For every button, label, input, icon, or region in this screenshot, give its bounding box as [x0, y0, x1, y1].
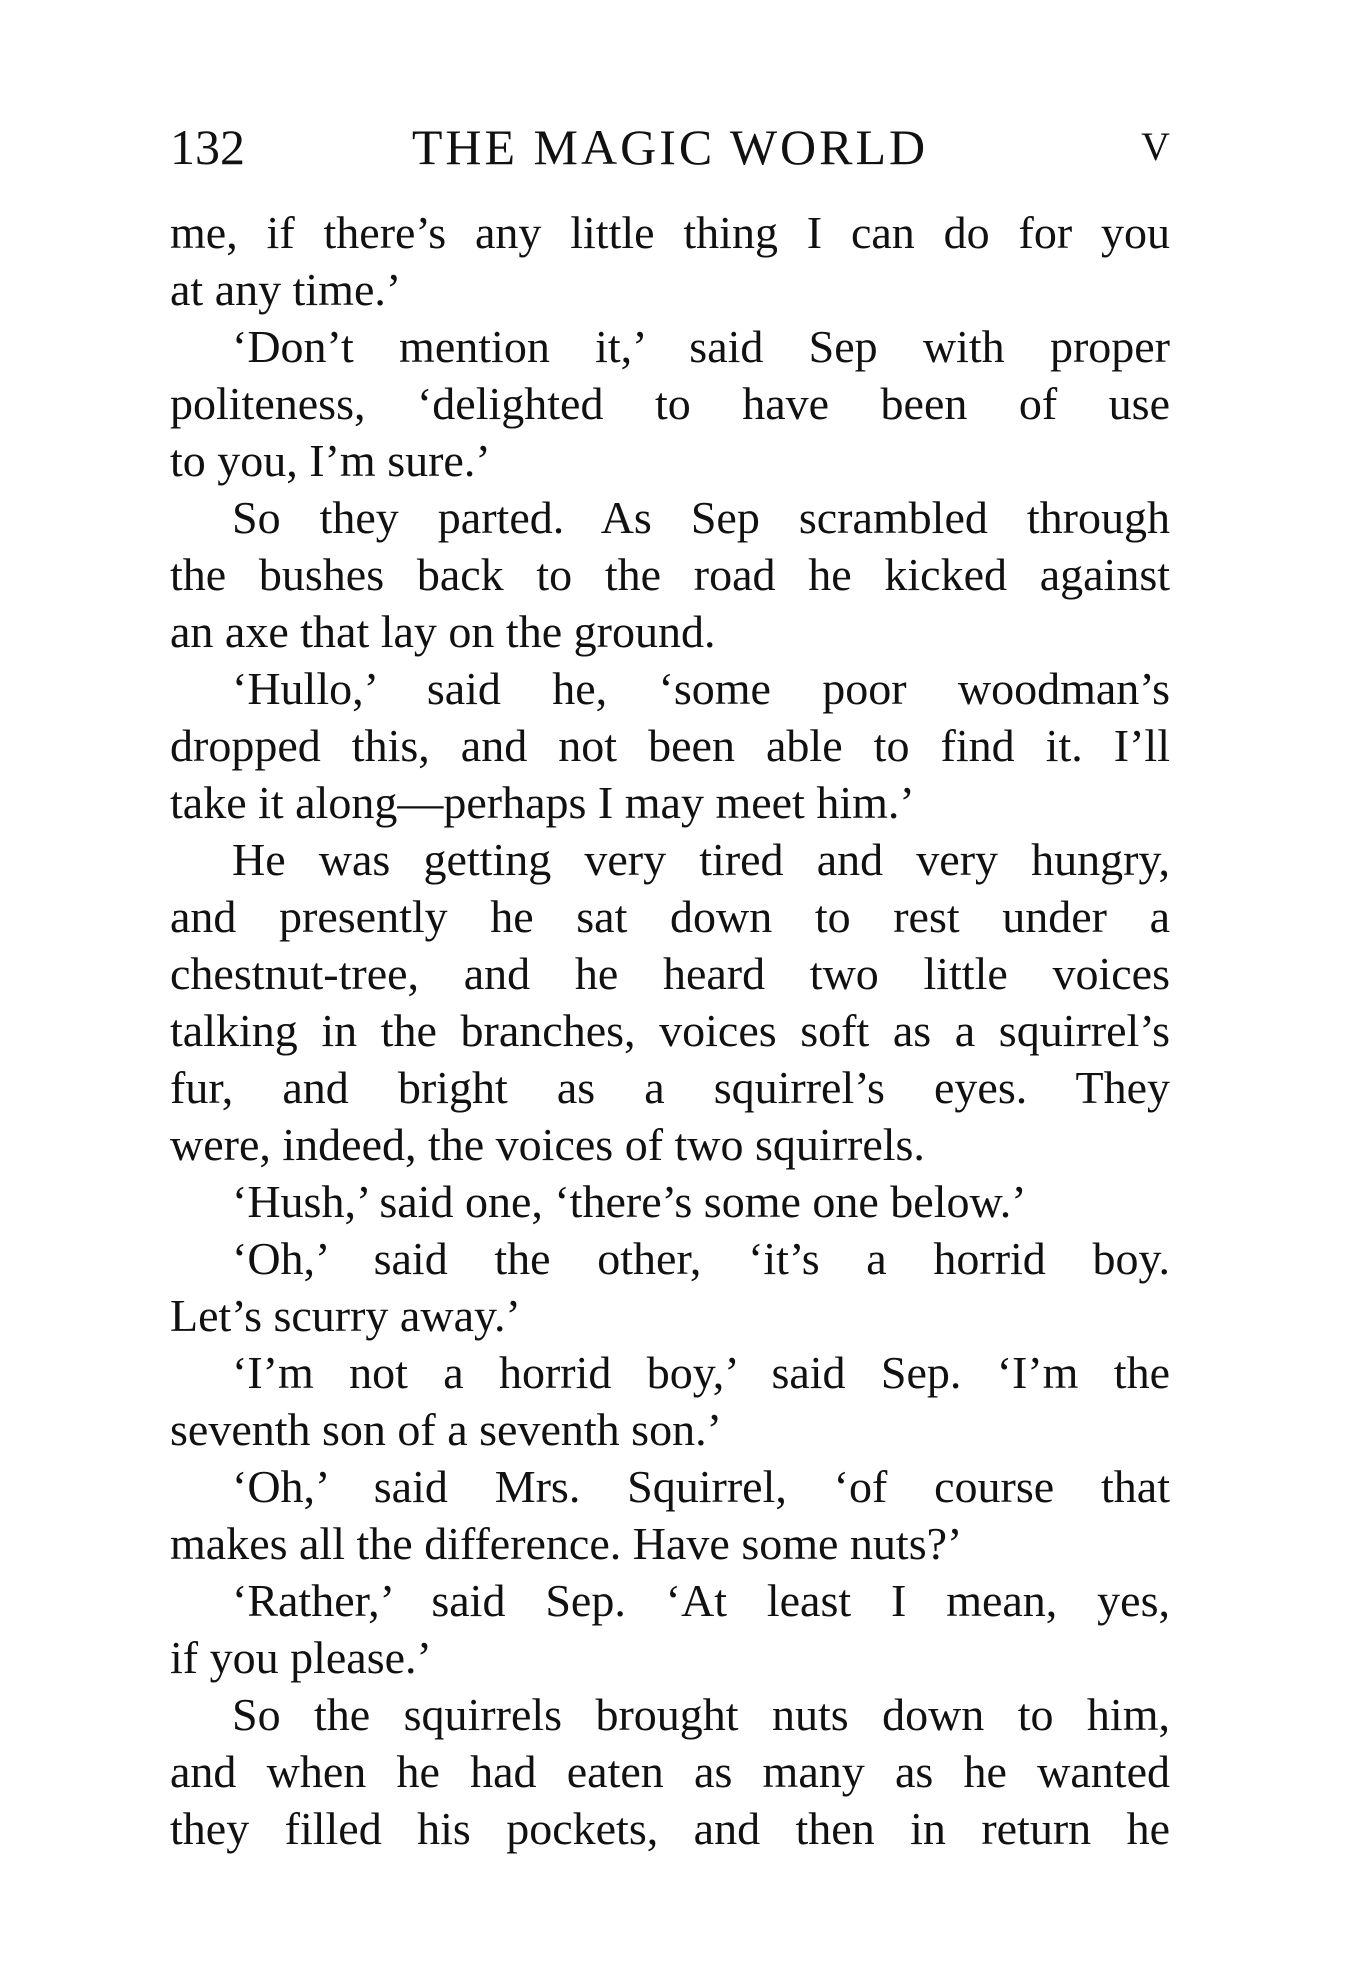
page-number: 132: [170, 119, 245, 175]
text-line: take it along—perhaps I may meet him.’: [170, 777, 915, 828]
text-line: makes all the difference. Have some nuts?’: [170, 1518, 963, 1569]
text-line: chestnut-tree, and he heard two little voices: [170, 948, 1170, 999]
text-line: ‘Oh,’ said Mrs. Squirrel, ‘of course that: [232, 1461, 1170, 1512]
text-line: He was getting very tired and very hungry,: [232, 834, 1170, 885]
text-line: politeness, ‘delighted to have been of use: [170, 378, 1170, 429]
text-line: me, if there’s any little thing I can do for you: [170, 207, 1170, 258]
chapter-number: V: [1141, 124, 1170, 169]
text-line: the bushes back to the road he kicked against: [170, 549, 1170, 600]
text-line: ‘I’m not a horrid boy,’ said Sep. ‘I’m the: [232, 1347, 1170, 1398]
text-line: ‘Don’t mention it,’ said Sep with proper: [232, 321, 1170, 372]
text-line: they filled his pockets, and then in return he: [170, 1803, 1170, 1854]
text-line: if you please.’: [170, 1632, 432, 1683]
text-line: Let’s scurry away.’: [170, 1290, 521, 1341]
book-title: THE MAGIC WORLD: [411, 119, 929, 175]
text-line: ‘Rather,’ said Sep. ‘At least I mean, yes,: [232, 1575, 1170, 1626]
text-line: to you, I’m sure.’: [170, 435, 491, 486]
text-line: ‘Hullo,’ said he, ‘some poor woodman’s: [232, 663, 1170, 714]
text-line: and when he had eaten as many as he wanted: [170, 1746, 1170, 1797]
text-line: fur, and bright as a squirrel’s eyes. They: [170, 1062, 1170, 1113]
text-line: So they parted. As Sep scrambled through: [232, 492, 1170, 543]
text-line: were, indeed, the voices of two squirrels.: [170, 1119, 925, 1170]
text-line: seventh son of a seventh son.’: [170, 1404, 722, 1455]
running-head: [170, 112, 1170, 182]
text-line: an axe that lay on the ground.: [170, 606, 716, 657]
text-line: talking in the branches, voices soft as a squirrel’s: [170, 1005, 1170, 1056]
text-line: So the squirrels brought nuts down to him,: [232, 1689, 1170, 1740]
body-text: [170, 204, 1170, 1857]
text-line: ‘Hush,’ said one, ‘there’s some one below.’: [232, 1176, 1027, 1227]
text-line: at any time.’: [170, 264, 402, 315]
text-line: dropped this, and not been able to find it. I’ll: [170, 720, 1170, 771]
text-line: and presently he sat down to rest under a: [170, 891, 1170, 942]
text-line: ‘Oh,’ said the other, ‘it’s a horrid boy.: [232, 1233, 1170, 1284]
